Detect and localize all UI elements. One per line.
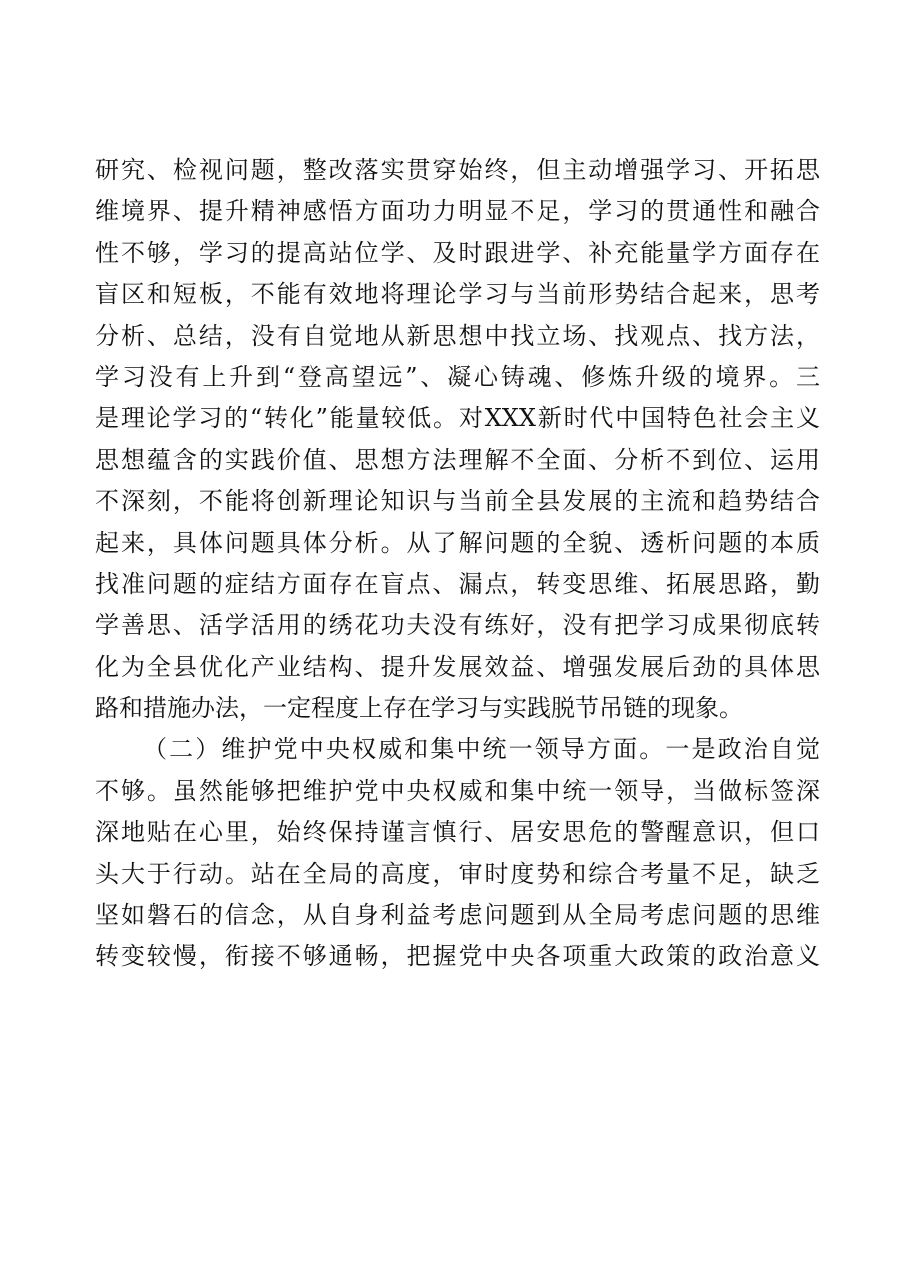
text-line: 起来，具体问题具体分析。从了解问题的全貌、透析问题的本质 xyxy=(95,528,820,557)
text-line: 是理论学习的“转化”能量较低。对XXX新时代中国特色社会主义 xyxy=(95,404,820,433)
text-line: 不够。虽然能够把维护党中央权威和集中统一领导，当做标签深 xyxy=(95,776,820,805)
text-line: 转变较慢，衔接不够通畅，把握党中央各项重大政策的政治意义 xyxy=(95,942,820,971)
text-line: 找准问题的症结方面存在盲点、漏点，转变思维、拓展思路，勤 xyxy=(95,569,820,598)
text-line: 化为全县优化产业结构、提升发展效益、增强发展后劲的具体思 xyxy=(95,652,820,681)
text-line: 性不够，学习的提高站位学、及时跟进学、补充能量学方面存在 xyxy=(95,238,820,267)
text-line: 研究、检视问题，整改落实贯穿始终，但主动增强学习、开拓思 xyxy=(95,156,820,184)
body-text xyxy=(95,150,820,978)
text-line: 不深刻，不能将创新理论知识与当前全县发展的主流和趋势结合 xyxy=(95,487,820,516)
text-line: 坚如磐石的信念，从自身利益考虑问题到从全局考虑问题的思维 xyxy=(95,901,820,930)
text-line: 思想蕴含的实践价值、思想方法理解不全面、分析不到位、运用 xyxy=(95,445,820,474)
text-line: 深地贴在心里，始终保持谨言慎行、居安思危的警醒意识，但口 xyxy=(95,818,820,847)
section-heading-line: （二）维护党中央权威和集中统一领导方面。一是政治自觉 xyxy=(143,735,820,764)
text-line: 学善思、活学活用的绣花功夫没有练好，没有把学习成果彻底转 xyxy=(95,611,820,640)
text-line: 盲区和短板，不能有效地将理论学习与当前形势结合起来，思考 xyxy=(95,280,820,309)
text-line: 路和措施办法，一定程度上存在学习与实践脱节吊链的现象。 xyxy=(95,694,743,723)
text-line: 学习没有上升到“登高望远”、凝心铸魂、修炼升级的境界。三 xyxy=(95,362,820,391)
text-line: 头大于行动。站在全局的高度，审时度势和综合考量不足，缺乏 xyxy=(95,859,820,888)
text-line: 维境界、提升精神感悟方面功力明显不足，学习的贯通性和融合 xyxy=(95,197,820,226)
text-line: 分析、总结，没有自觉地从新思想中找立场、找观点、找方法， xyxy=(95,321,820,350)
